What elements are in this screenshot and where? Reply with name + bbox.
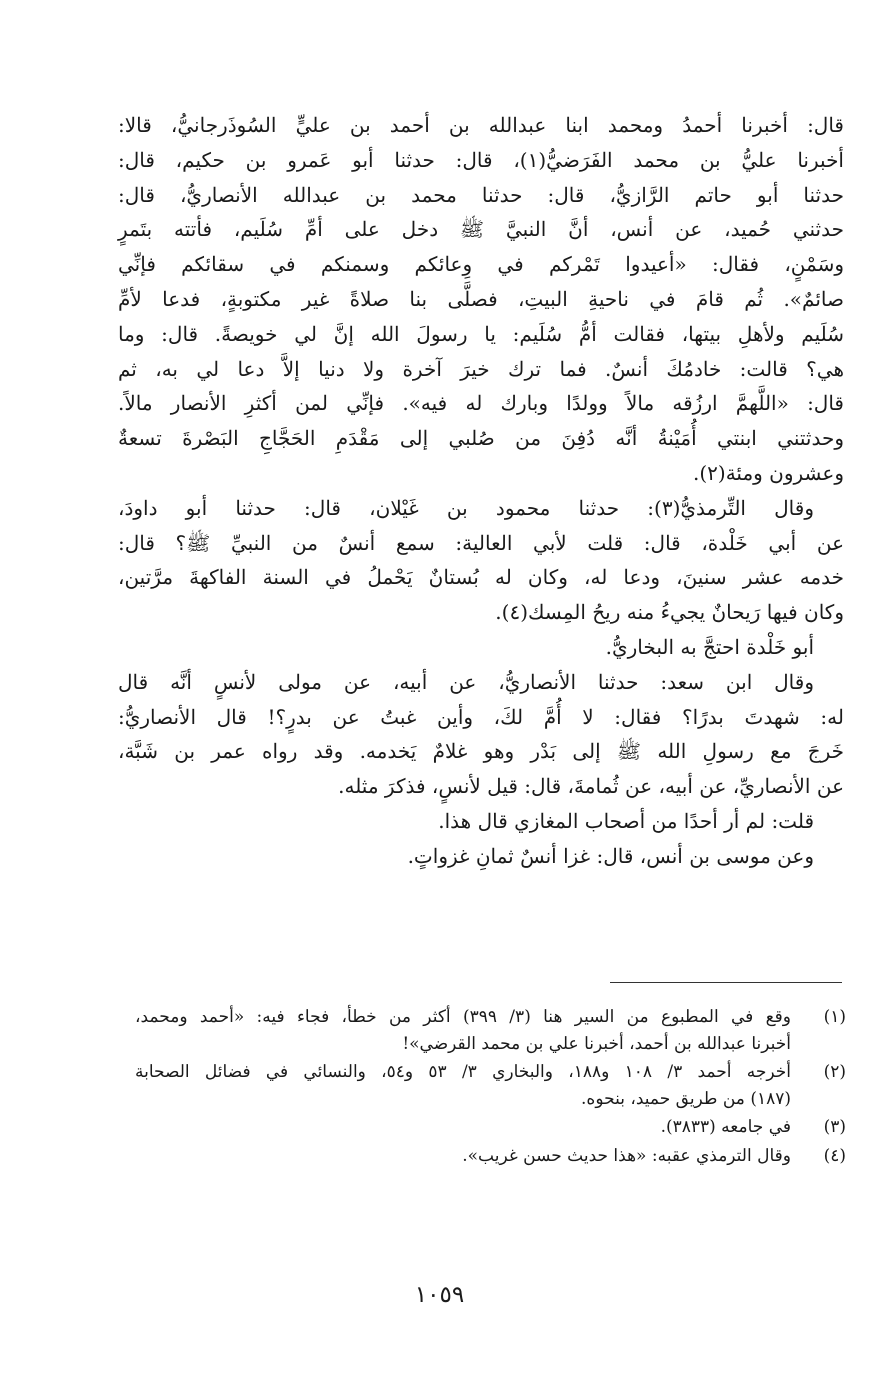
body-line: وعشرون ومئة(٢). xyxy=(692,460,844,485)
footnote xyxy=(135,1143,846,1170)
footnote-line: وقال الترمذي عقبه: «هذا حديث حسن غريب». xyxy=(462,1145,791,1166)
body-line: خدمه عشر سنينَ، ودعا له، وكان له بُستانٌ يَحْملُ في السنة الفاكهةَ مرَّتين، xyxy=(118,565,844,590)
main-text-block xyxy=(118,108,844,874)
footnote xyxy=(135,1004,846,1057)
footnote-line: أخبرنا عبدالله بن أحمد، أخبرنا علي بن محمد القرضي»! xyxy=(402,1033,791,1054)
body-line: قال: «اللَّهمَّ ارزُقه مالاً وولدًا وبارك له فيه». فإنِّي لمن أكثرِ الأنصار مالاً. xyxy=(118,391,844,416)
footnote-number: (٢) xyxy=(823,1062,846,1082)
body-line: أخبرنا عليُّ بن محمد الفَرَضيُّ(١)، قال: حدثنا أبو عَمرو بن حكيم، قال: xyxy=(118,147,844,172)
body-line: وعن موسى بن أنس، قال: غزا أنسٌ ثمانِ غزواتٍ. xyxy=(407,843,814,868)
footnote-number: (١) xyxy=(823,1007,846,1027)
footnote-line: (١٨٧) من طريق حميد، بنحوه. xyxy=(581,1088,791,1109)
body-line: وسَمْنٍ، فقال: «أعيدوا تَمْركم في وِعائكم وسمنكم في سقائكم فإنِّي xyxy=(118,252,844,277)
footnote-line: في جامعه (٣٨٣٣). xyxy=(660,1117,791,1137)
body-line: حدثنا أبو حاتم الرَّازيُّ، قال: حدثنا محمد بن عبدالله الأنصاريُّ، قال: xyxy=(118,182,844,207)
body-line: وقال التِّرمذيُّ(٣): حدثنا محمود بن غَيْلان، قال: حدثنا أبو داودَ، xyxy=(118,495,814,520)
body-line: قلت: لم أر أحدًا من أصحاب المغازي قال هذا. xyxy=(438,808,814,833)
body-line: صائمٌ». ثُم قامَ في ناحيةِ البيتِ، فصلَّى بنا صلاةً غير مكتوبةٍ، فدعا لأمِّ xyxy=(118,286,844,311)
footnotes-section xyxy=(135,1004,846,1171)
page-number: ١٠٥٩ xyxy=(414,1282,465,1308)
footnote xyxy=(135,1059,846,1112)
body-line: وحدثتني ابنتي أُمَيْنةُ أنَّه دُفِنَ من صُلبي إلى مَقْدَمِ الحَجَّاجِ البَصْرةَ تسعةٌ xyxy=(118,426,844,451)
footnote-divider xyxy=(610,982,842,983)
body-line: قال: أخبرنا أحمدُ ومحمد ابنا عبدالله بن أحمد بن عليٍّ السُوذَرجانيُّ، قالا: xyxy=(118,113,844,137)
footnote-line: أخرجه أحمد ٣/ ١٠٨ و١٨٨، والبخاري ٣/ ٥٣ و٥٤، والنسائي في فضائل الصحابة xyxy=(135,1062,791,1082)
body-line: وكان فيها رَيحانٌ يجيءُ منه ريحُ المِسك(٤). xyxy=(495,600,844,625)
body-line: عن أبي خَلْدة، قال: قلت لأبي العالية: سمع أنسٌ من النبيِّ ﷺ؟ قال: xyxy=(118,530,844,555)
body-line: هي؟ قالت: خادمُكَ أنسٌ. فما ترك خيرَ آخرة ولا دنيا إلاَّ دعا لي به، ثم xyxy=(118,356,844,381)
footnote-line: وقع في المطبوع من السير هنا (٣/ ٣٩٩) أكثر من خطأ، فجاء فيه: «أحمد ومحمد، xyxy=(135,1007,791,1027)
footnote-number: (٤) xyxy=(823,1145,846,1166)
body-line: أبو خَلْدة احتجَّ به البخاريُّ. xyxy=(605,634,814,659)
body-line: سُلَيم ولأهلِ بيتها، فقالت أمُّ سُلَيم: يا رسولَ الله إنَّ لي خويصةً. قال: وما xyxy=(118,321,844,346)
body-line: وقال ابن سعد: حدثنا الأنصاريُّ، عن أبيه، عن مولى لأنسٍ أنَّه قال xyxy=(118,669,814,694)
body-line: له: شهدتَ بدرًا؟ فقال: لا أُمَّ لكَ، وأين غبتُ عن بدرٍ؟! قال الأنصاريُّ: xyxy=(118,704,844,729)
body-line: حدثني حُميد، عن أنس، أنَّ النبيَّ ﷺ دخل على أمِّ سُلَيم، فأتته بتَمرٍ xyxy=(118,217,844,242)
footnote xyxy=(135,1114,846,1141)
body-line: عن الأنصاريِّ، عن أبيه، عن ثُمامةَ، قال: قيل لأنسٍ، فذكرَ مثله. xyxy=(338,774,844,799)
body-line: خَرجَ مع رسولِ الله ﷺ إلى بَدْر وهو غلامٌ يَخدمه. وقد رواه عمر بن شَبَّة، xyxy=(118,739,844,764)
footnote-number: (٣) xyxy=(823,1117,846,1137)
